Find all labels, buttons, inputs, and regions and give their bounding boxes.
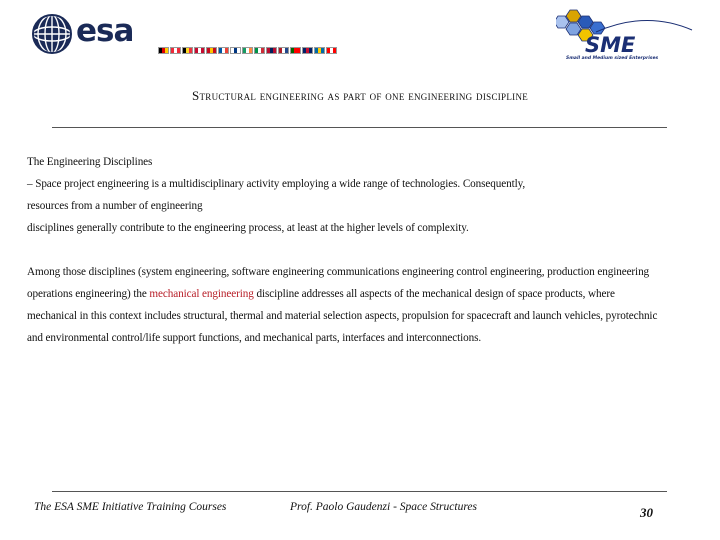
flag-icon <box>230 47 241 54</box>
flag-icon <box>194 47 205 54</box>
flag-icon <box>182 47 193 54</box>
highlighted-term: mechanical engineering <box>149 288 254 300</box>
flag-icon <box>278 47 289 54</box>
header-divider <box>52 127 667 128</box>
flag-icon <box>266 47 277 54</box>
flag-icon <box>326 47 337 54</box>
slide-body <box>27 151 667 349</box>
footer-course-title: The ESA SME Initiative Training Courses <box>34 501 227 513</box>
body-line: The Engineering Disciplines <box>27 156 153 168</box>
flag-icon <box>170 47 181 54</box>
esa-globe-icon <box>33 15 71 53</box>
slide-title: Structural engineering as part of one engineering discipline <box>191 88 529 103</box>
flag-icon <box>302 47 313 54</box>
footer-author: Prof. Paolo Gaudenzi - Space Structures <box>290 501 477 513</box>
paragraph-gap <box>27 239 667 261</box>
sme-logo-text: SME <box>585 33 636 57</box>
body-paragraph-disciplines <box>27 261 667 349</box>
body-line: – Space project engineering is a multidisciplinary activity employing a wide range of technologies. Consequently, <box>27 178 526 190</box>
footer-divider <box>52 491 667 492</box>
body-line: disciplines generally contribute to the engineering process, at least at the higher levels of complexity. <box>27 222 469 234</box>
flag-icon <box>206 47 217 54</box>
flag-icon <box>242 47 253 54</box>
flag-icon <box>158 47 169 54</box>
esa-logo-text: esa <box>76 13 134 49</box>
flag-icon <box>314 47 325 54</box>
body-line: resources from a number of engineering <box>27 200 203 212</box>
member-state-flags <box>158 47 337 54</box>
flag-icon <box>290 47 301 54</box>
flag-icon <box>254 47 265 54</box>
paragraph-text-start: Among those disciplines (system engineering, software engineering communications engineering control engineering, production engineering operations engineering) the <box>27 266 650 300</box>
flag-icon <box>218 47 229 54</box>
sme-tagline: Small and Medium sized Enterprises <box>566 56 659 61</box>
paragraph-text-end: discipline addresses all aspects of the mechanical design of space products, where mechanical in this context includes structural, thermal and material selection aspects, propulsion for spacecraft and launch vehicles, pyrotechnic and environmental control/life support functions, and mechanical parts, interfaces and interconnections. <box>27 288 658 344</box>
page-number: 30 <box>640 505 653 520</box>
